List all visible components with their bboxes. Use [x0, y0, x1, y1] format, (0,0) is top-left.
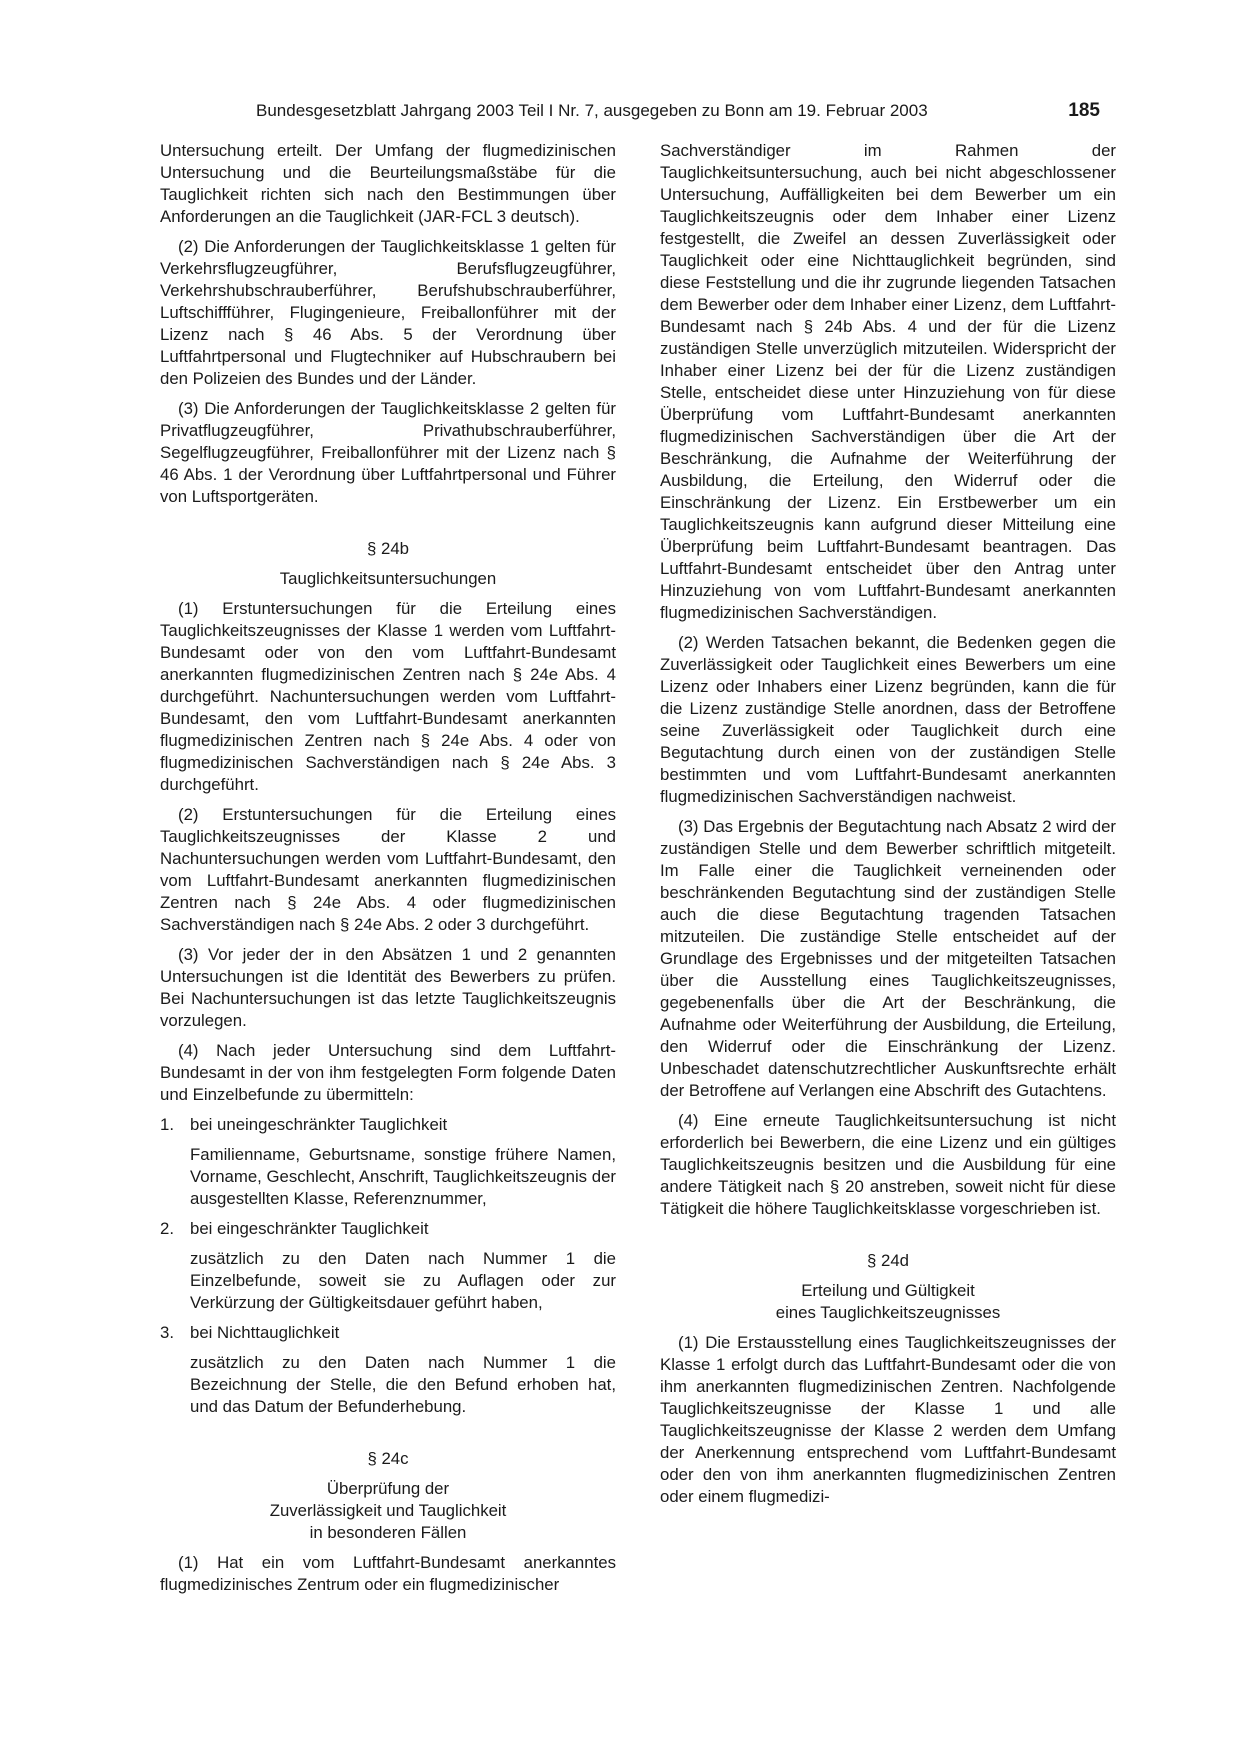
- section-title: Tauglichkeitsuntersuchungen: [279, 569, 497, 588]
- list-detail: zusätzlich zu den Daten nach Nummer 1 die Bezeichnung der Stelle, die den Befund erhoben hat, und das Datum der Befunderhebung.: [190, 1353, 616, 1416]
- list-number: 2.: [160, 1219, 174, 1238]
- section-number: § 24d: [867, 1251, 909, 1270]
- right-column: [660, 140, 1116, 1516]
- paragraph: (1) Hat ein vom Luftfahrt-Bundesamt anerkanntes flugmedizinisches Zentrum oder ein flugmedizinischer: [160, 1553, 616, 1594]
- list-item: [160, 1218, 616, 1240]
- page-header: [160, 98, 1100, 124]
- list-detail: zusätzlich zu den Daten nach Nummer 1 die Einzelbefunde, soweit sie zu Auflagen oder zur Verkürzung der Gültigkeitsdauer geführt haben,: [190, 1249, 616, 1312]
- section-title-line: eines Tauglichkeitszeugnisses: [775, 1303, 1001, 1322]
- list-label: bei uneingeschränkter Tauglichkeit: [190, 1115, 448, 1134]
- paragraph: (2) Die Anforderungen der Tauglichkeitsklasse 1 gelten für Verkehrsflugzeugführer, Berufsflugzeugführer, Verkehrshubschrauberführer, Berufshubschrauberführer, Luftschiffführer, Flugingenieure, Freiballonführer mit der Lizenz nach § 46 Abs. 5 der Verordnung über Luftfahrtpersonal und Flugtechniker auf Hubschraubern bei den Polizeien des Bundes und der Länder.: [160, 237, 616, 388]
- paragraph: (1) Erstuntersuchungen für die Erteilung eines Tauglichkeitszeugnisses der Klasse 1 werden vom Luftfahrt-Bundesamt oder von den vom Luftfahrt-Bundesamt anerkannten flugmedizinischen Zentren nach § 24e Abs. 4 durchgeführt. Nachuntersuchungen werden vom Luftfahrt-Bundesamt, den vom Luftfahrt-Bundesamt anerkannten flugmedizinischen Zentren nach § 24e Abs. 4 oder von flugmedizinischen Sachverständigen nach § 24e Abs. 3 durchgeführt.: [160, 599, 616, 794]
- section-title: [160, 1478, 616, 1544]
- section-title-line: in besonderen Fällen: [309, 1523, 467, 1542]
- header-title: Bundesgesetzblatt Jahrgang 2003 Teil I Nr. 7, ausgegeben zu Bonn am 19. Februar 2003: [256, 101, 928, 120]
- paragraph: (3) Vor jeder der in den Absätzen 1 und 2 genannten Untersuchungen ist die Identität des Bewerbers zu prüfen. Bei Nachuntersuchungen ist das letzte Tauglichkeitszeugnis vorzulegen.: [160, 945, 616, 1030]
- paragraph: (4) Eine erneute Tauglichkeitsuntersuchung ist nicht erforderlich bei Bewerbern, die eine Lizenz und ein gültiges Tauglichkeitszeugnis besitzen und die Ausbildung für eine andere Tätigkeit nach § 20 anstreben, soweit nicht für diese Tätigkeit die höhere Tauglichkeitsklasse vorgeschrieben ist.: [660, 1111, 1116, 1218]
- paragraph: (2) Werden Tatsachen bekannt, die Bedenken gegen die Zuverlässigkeit oder Tauglichkeit eines Bewerbers um eine Lizenz oder Inhabers einer Lizenz begründen, kann die für die Lizenz zuständige Stelle anordnen, dass der Betroffene seine Zuverlässigkeit oder Tauglichkeit durch eine Begutachtung durch einen von der zuständigen Stelle bestimmten und vom Luftfahrt-Bundesamt anerkannten flugmedizinischen Sachverständigen nachweist.: [660, 633, 1116, 806]
- section-title: [660, 1280, 1116, 1324]
- list-detail: Familienname, Geburtsname, sonstige frühere Namen, Vorname, Geschlecht, Anschrift, Tauglichkeitszeugnis der ausgestellten Klasse, Referenznummer,: [190, 1145, 616, 1208]
- list-number: 3.: [160, 1323, 174, 1342]
- list-number: 1.: [160, 1115, 174, 1134]
- paragraph: (1) Die Erstausstellung eines Tauglichkeitszeugnisses der Klasse 1 erfolgt durch das Luftfahrt-Bundesamt oder die von ihm anerkannten flugmedizinischen Zentren. Nachfolgende Tauglichkeitszeugnisse der Klasse 1 und alle Tauglichkeitszeugnisse der Klasse 2 werden dem Umfang der Anerkennung entsprechend vom Luftfahrt-Bundesamt oder den von ihm anerkannten flugmedizinischen Zentren oder einem flugmedizi-: [660, 1333, 1116, 1506]
- paragraph: (3) Die Anforderungen der Tauglichkeitsklasse 2 gelten für Privatflugzeugführer, Privathubschrauberführer, Segelflugzeugführer, Freiballonführer mit der Lizenz nach § 46 Abs. 1 der Verordnung über Luftfahrtpersonal und Führer von Luftsportgeräten.: [160, 399, 616, 506]
- paragraph: Sachverständiger im Rahmen der Tauglichkeitsuntersuchung, auch bei nicht abgeschlossener Untersuchung, Auffälligkeiten bei dem Bewerber um ein Tauglichkeitszeugnis oder dem Inhaber einer Lizenz festgestellt, die Zweifel an dessen Zuverlässigkeit oder Tauglichkeit oder eine Nichttauglichkeit begründen, sind diese Feststellung und die ihr zugrunde liegenden Tatsachen dem Bewerber oder dem Inhaber einer Lizenz, dem Luftfahrt-Bundesamt nach § 24b Abs. 4 und der für die Lizenz zuständigen Stelle unverzüglich mitzuteilen. Widerspricht der Inhaber einer Lizenz bei der für die Lizenz zuständigen Stelle, entscheidet diese unter Hinzuziehung von für diese Überprüfung vom Luftfahrt-Bundesamt anerkannten flugmedizinischen Sachverständigen über die Art der Beschränkung, die Aufnahme der Weiterführung der Ausbildung, die Erteilung, den Widerruf oder die Einschränkung der Lizenz. Ein Erstbewerber um ein Tauglichkeitszeugnis kann aufgrund dieser Mitteilung eine Überprüfung beim Luftfahrt-Bundesamt beantragen. Das Luftfahrt-Bundesamt entscheidet über den Antrag unter Hinzuziehung von vom Luftfahrt-Bundesamt anerkannten flugmedizinischen Sachverständigen.: [660, 141, 1116, 622]
- section-title-line: Überprüfung der: [326, 1479, 450, 1498]
- section-title-line: Erteilung und Gültigkeit: [801, 1281, 975, 1300]
- list-label: bei eingeschränkter Tauglichkeit: [190, 1219, 429, 1238]
- list-item: [160, 1322, 616, 1344]
- paragraph: (2) Erstuntersuchungen für die Erteilung eines Tauglichkeitszeugnisses der Klasse 2 und Nachuntersuchungen werden vom Luftfahrt-Bundesamt, den vom Luftfahrt-Bundesamt anerkannten flugmedizinischen Zentren nach § 24e Abs. 4 oder flugmedizinischen Sachverständigen nach § 24e Abs. 2 oder 3 durchgeführt.: [160, 805, 616, 934]
- section-title-line: Zuverlässigkeit und Tauglichkeit: [269, 1501, 507, 1520]
- list-label: bei Nichttauglichkeit: [190, 1323, 340, 1342]
- paragraph: (3) Das Ergebnis der Begutachtung nach Absatz 2 wird der zuständigen Stelle und dem Bewerber schriftlich mitgeteilt. Im Falle einer die Tauglichkeit verneinenden oder beschränkenden Begutachtung sind der zuständigen Stelle auch die diese Begutachtung tragenden Tatsachen mitzuteilen. Die zuständige Stelle entscheidet auf der Grundlage des Ergebnisses und der mitgeteilten Tatsachen über die Ausstellung eines Tauglichkeitszeugnisses, gegebenenfalls über die Art der Beschränkung, die Aufnahme oder Weiterführung der Ausbildung, die Erteilung, den Widerruf oder die Einschränkung der Lizenz. Unbeschadet datenschutzrechtlicher Auskunftsrechte erhält der Betroffene auf Verlangen eine Abschrift des Gutachtens.: [660, 817, 1116, 1100]
- paragraph: (4) Nach jeder Untersuchung sind dem Luftfahrt-Bundesamt in der von ihm festgelegten Form folgende Daten und Einzelbefunde zu übermitteln:: [160, 1041, 616, 1104]
- section-number: § 24c: [367, 1449, 409, 1468]
- page-number: 185: [1068, 100, 1100, 121]
- paragraph: Untersuchung erteilt. Der Umfang der flugmedizinischen Untersuchung und die Beurteilungsmaßstäbe für die Tauglichkeit richten sich nach den Bestimmungen über Anforderungen an die Tauglichkeit (JAR-FCL 3 deutsch).: [160, 141, 616, 226]
- left-column: [160, 140, 616, 1604]
- section-number: § 24b: [367, 539, 409, 558]
- list-item: [160, 1114, 616, 1136]
